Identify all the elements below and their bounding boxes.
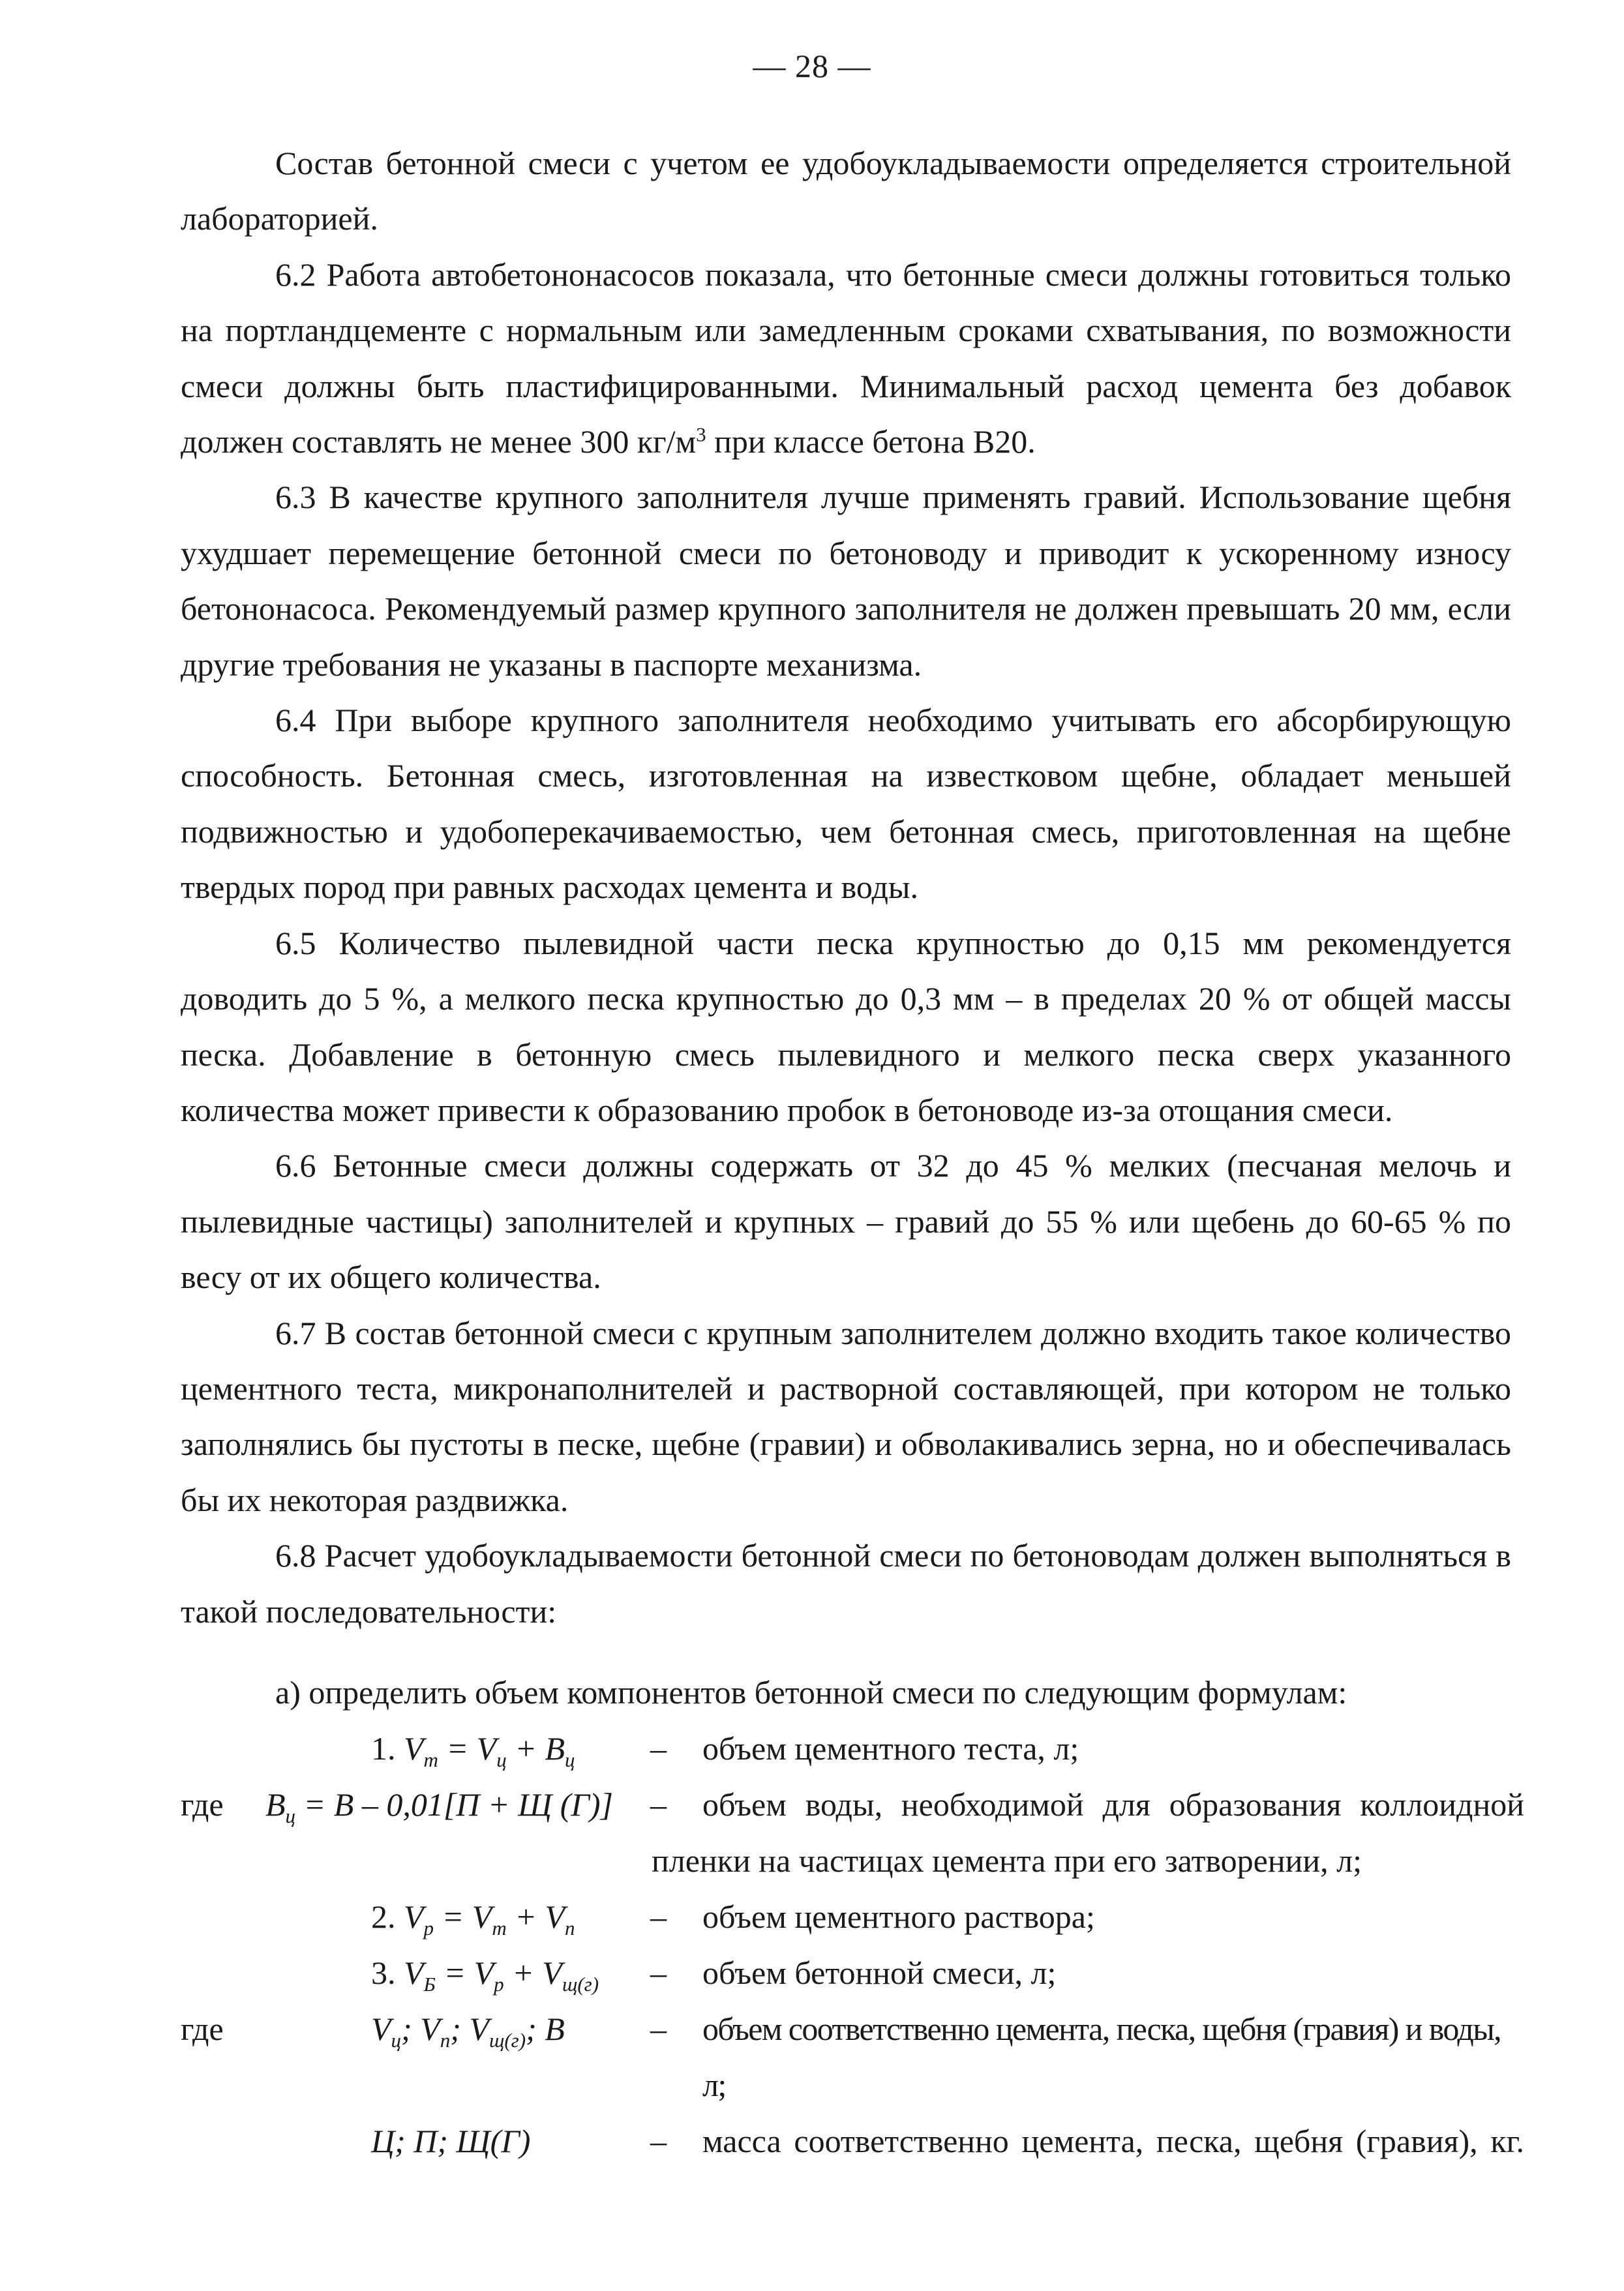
formula-masses-desc: масса соответственно цемента, песка, щебня (гравия), кг.: [702, 2123, 1524, 2159]
formula-row-masses: [181, 2113, 1524, 2169]
dash: –: [650, 2123, 667, 2159]
paragraph-6-8: 6.8 Расчет удобоукладываемости бетонной смеси по бетоноводам должен выполняться в такой последовательности:: [181, 1537, 1511, 1630]
formula-2-desc: объем цементного раствора;: [702, 1898, 1095, 1935]
formula-1-desc: объем цементного теста, л;: [702, 1730, 1079, 1767]
where-label: где: [181, 1786, 224, 1823]
formula-row-volumes: [181, 2001, 1524, 2113]
page-number: — 28 —: [753, 48, 871, 84]
cubic-superscript: 3: [696, 423, 706, 446]
formula-row-water: [181, 1776, 1524, 1833]
paragraph-6-5: 6.5 Количество пылевидной части песка крупностью до 0,15 мм рекомендуется доводить до 5 %, а мелкого песка крупностью до 0,3 мм – в пределах 20 % от общей массы песка. Добавление в бетонную смесь пылевидного и мелкого песка сверх указанного количества может привести к образованию пробок в бетоноводе из-за отощания смеси.: [181, 924, 1511, 1128]
paragraph-6-6: 6.6 Бетонные смеси должны содержать от 32 до 45 % мелких (песчаная мелочь и пылевидные частицы) заполнителей и крупных – гравий до 55 % или щебень до 60-65 % по весу от их общего количества.: [181, 1147, 1511, 1296]
dash: –: [650, 1730, 667, 1767]
dash: –: [650, 1954, 667, 1991]
formula-row-1: [181, 1720, 1524, 1776]
paragraph-6-2: [181, 247, 1511, 470]
paragraph-6-2-tail: при классе бетона В20.: [706, 423, 1036, 460]
dash: –: [650, 1898, 667, 1935]
formula-water-desc-cont: пленки на частицах цемента при его затворении, л;: [652, 1842, 1362, 1879]
where-label: где: [181, 2011, 224, 2047]
formula-water-desc: объем воды, необходимой для образования коллоидной: [702, 1786, 1524, 1823]
dash: –: [650, 2011, 667, 2047]
formula-row-3: [181, 1945, 1524, 2001]
formula-3-desc: объем бетонной смеси, л;: [702, 1954, 1057, 1991]
formula-intro: а) определить объем компонентов бетонной смеси по следующим формулам:: [275, 1674, 1347, 1711]
body-text: [181, 136, 1511, 1640]
formula-3: 3. $V_Б = V_р + V_{щ(г)}$: [371, 1954, 599, 1996]
paragraph-6-7: 6.7 В состав бетонной смеси с крупным заполнителем должно входить такое количество цементного теста, микронаполнителей и растворной составляющей, при котором не только заполнялись бы пустоты в песке, щебне (гравии) и обволакивались зерна, но и обеспечивалась бы их некоторая раздвижка.: [181, 1314, 1511, 1518]
formula-volumes: $V_ц$; $V_п$; $V_{щ(г)}$; В: [371, 2011, 565, 2052]
formula-water: $В_ц = В - 0,01[П + Щ$ (Г)]: [265, 1786, 613, 1827]
formula-masses: Ц; П; Щ(Г): [371, 2123, 531, 2159]
formula-row-2: [181, 1889, 1524, 1945]
formula-block: [181, 1664, 1524, 2169]
paragraph-6-4: 6.4 При выборе крупного заполнителя необходимо учитывать его абсорбирующую способность. Бетонная смесь, изготовленная на известковом щебне, обладает меньшей подвижностью и удобоперекачиваемостью, чем бетонная смесь, приготовленная на щебне твердых пород при равных расходах цемента и воды.: [181, 702, 1511, 906]
formula-2: 2. $V_р = V_т + V_п$: [371, 1898, 575, 1939]
paragraph-6-3: 6.3 В качестве крупного заполнителя лучше применять гравий. Использование щебня ухудшает перемещение бетонной смеси по бетоноводу и приводит к ускоренному износу бетононасоса. Рекомендуемый размер крупного заполнителя не должен превышать 20 мм, если другие требования не указаны в паспорте механизма.: [181, 479, 1511, 683]
formula-volumes-desc: объем соответственно цемента, песка, щебня (гравия) и воды, л;: [702, 2011, 1501, 2103]
paragraph-6-2-text: 6.2 Работа автобетононасосов показала, что бетонные смеси должны готовиться только на портландцементе с нормальным или замедленным сроками схватывания, по возможности смеси должны быть пластифицированными. Минимальный расход цемента без добавок должен составлять не менее 300 кг/м: [181, 256, 1511, 460]
dash: –: [650, 1786, 667, 1823]
paragraph-intro: Состав бетонной смеси с учетом ее удобоукладываемости определяется строительной лабораторией.: [181, 145, 1511, 237]
formula-1: 1. $V_т = V_ц + В_ц$: [371, 1730, 575, 1771]
